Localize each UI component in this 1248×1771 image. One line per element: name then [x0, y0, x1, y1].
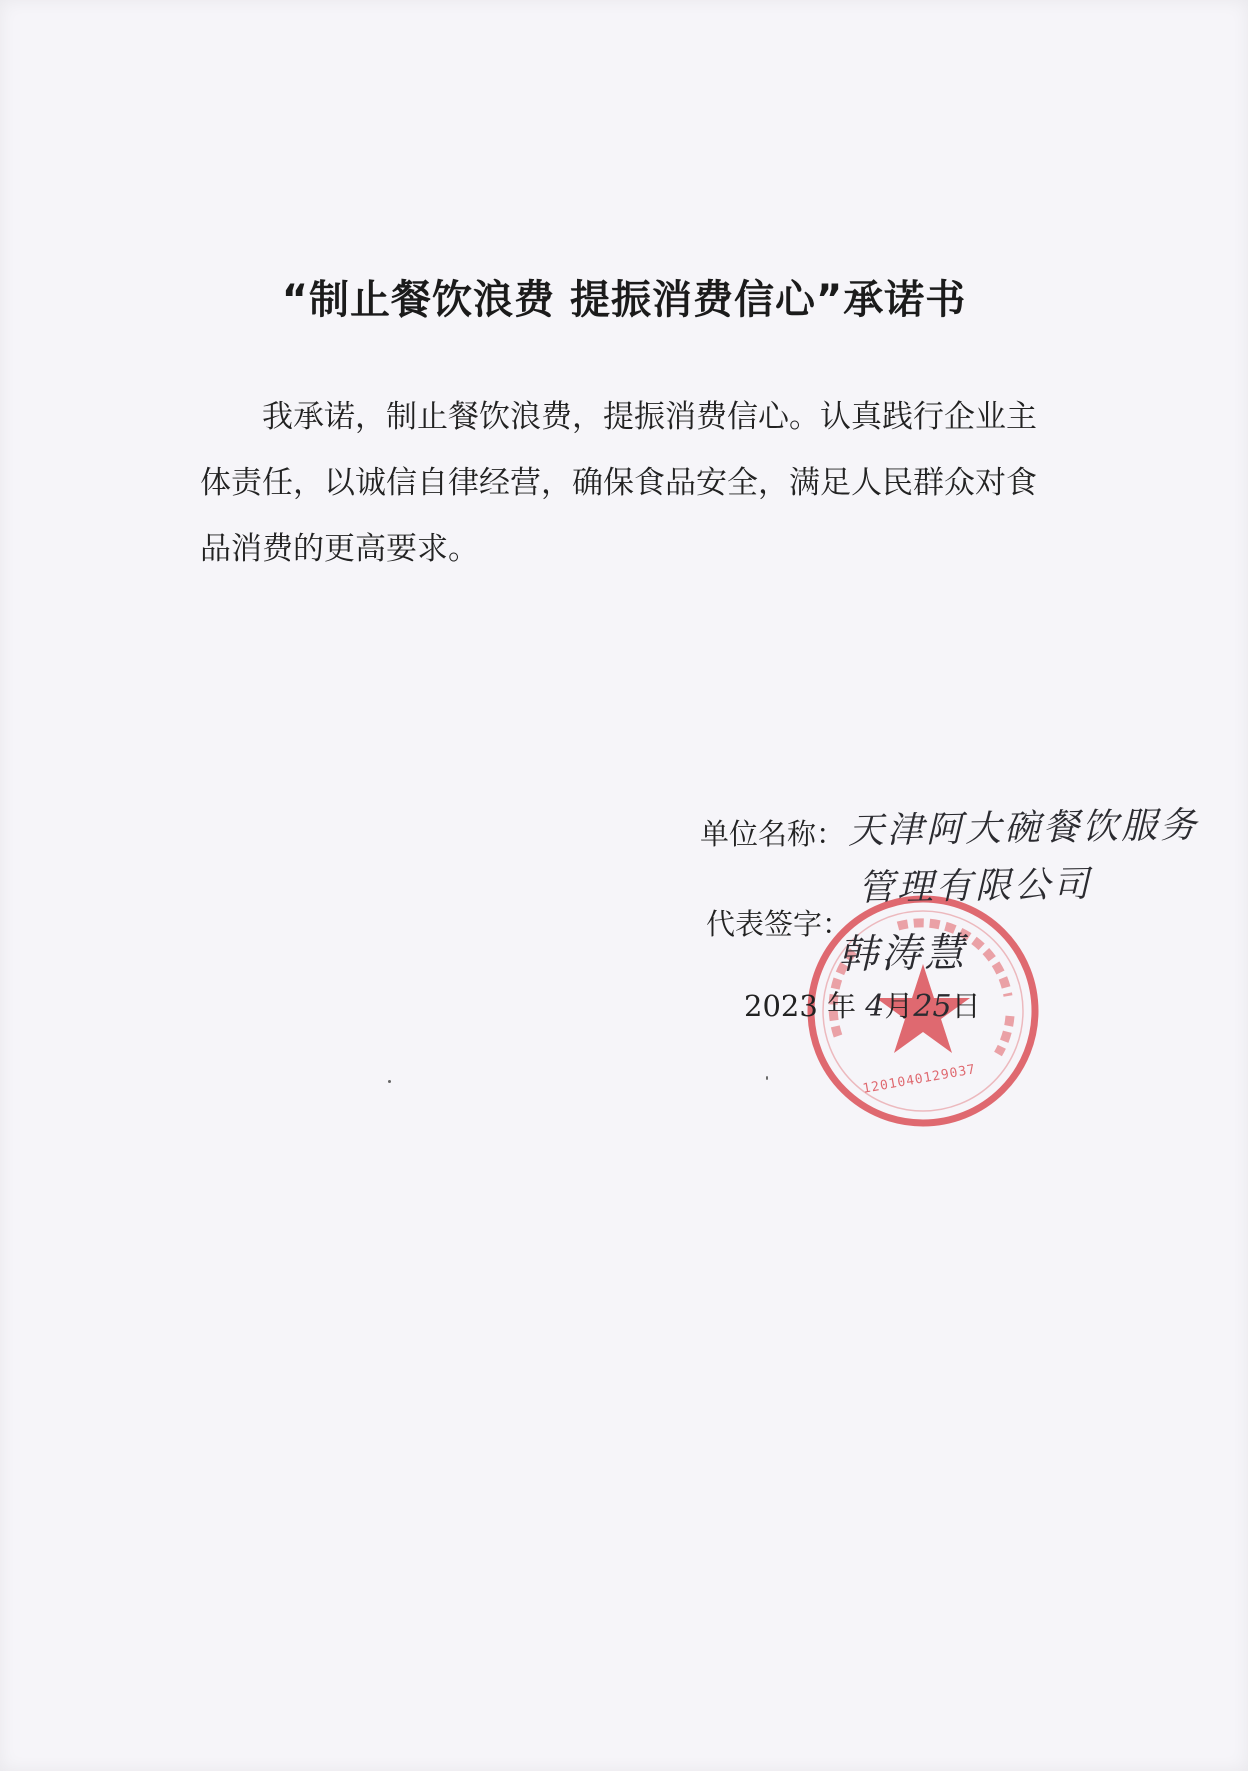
- document-title: “制止餐饮浪费 提振消费信心”承诺书: [281, 277, 967, 323]
- date-year-char: 年: [827, 989, 857, 1023]
- pledge-body: [200, 384, 1080, 582]
- date-month-char: 月: [884, 989, 914, 1023]
- date-month-handwritten: 4: [865, 989, 885, 1024]
- seal-registration-code: 1201040129037: [861, 1062, 978, 1097]
- unit-name-handwritten-line2: 管理有限公司: [857, 863, 1093, 910]
- date-day-handwritten: 25: [913, 989, 952, 1024]
- signing-date: [744, 984, 981, 1025]
- date-day-char: 日: [951, 989, 981, 1023]
- pledge-line-3: 品消费的更高要求。: [200, 531, 479, 567]
- date-year: 2023: [744, 989, 818, 1023]
- scan-speck: [766, 1076, 768, 1080]
- pledge-line-2: 体责任，以诚信自律经营，确保食品安全，满足人民群众对食: [200, 465, 1037, 501]
- representative-signature: 韩涛慧: [837, 929, 968, 979]
- representative-signature-label: 代表签字：: [706, 907, 852, 941]
- pledge-line-1: 我承诺，制止餐饮浪费，提振消费信心。认真践行企业主: [262, 399, 1037, 435]
- unit-name-label: 单位名称：: [700, 817, 846, 851]
- scan-speck: [388, 1080, 391, 1083]
- unit-name-handwritten-line1: 天津阿大碗餐饮服务: [847, 804, 1200, 853]
- seal-text-arc-right: [998, 1016, 1010, 1054]
